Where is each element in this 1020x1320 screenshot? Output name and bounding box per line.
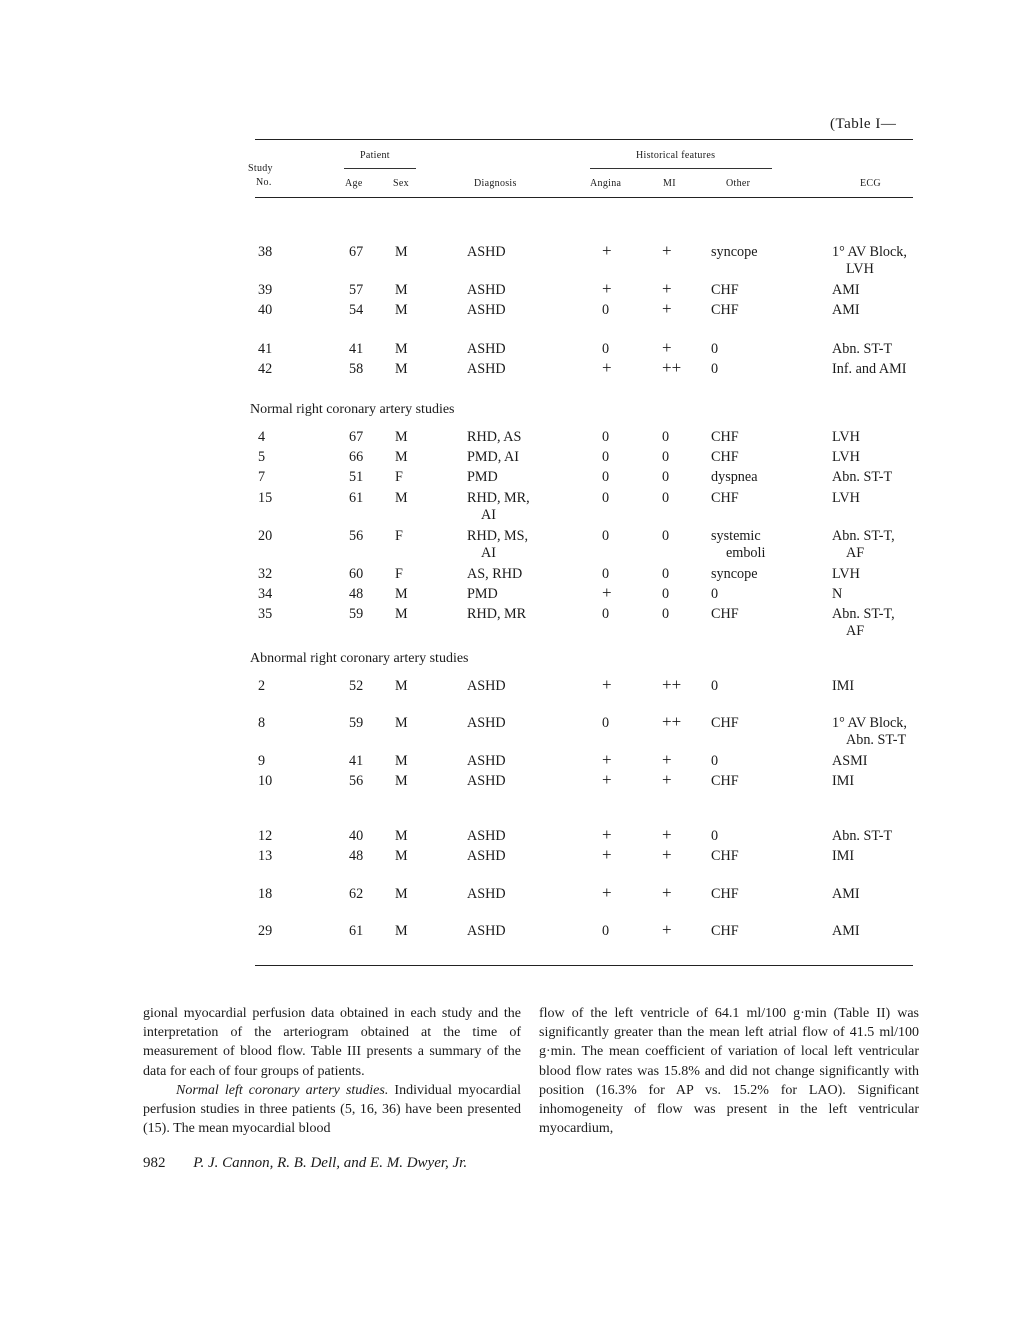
- cell-study-no: 9: [258, 753, 266, 769]
- cell-ecg: ASMI: [832, 753, 868, 769]
- cell-diagnosis: ASHD: [467, 341, 506, 357]
- cell-angina: +: [602, 279, 612, 298]
- cell-age: 58: [349, 361, 364, 377]
- page-footer: [143, 1155, 467, 1172]
- cell-diagnosis: PMD, AI: [467, 449, 520, 465]
- header-mi: MI: [663, 178, 676, 189]
- table-top-rule: [255, 139, 913, 140]
- cell-other: CHF: [711, 923, 739, 939]
- cell-mi: +: [662, 845, 672, 864]
- cell-study-no: 18: [258, 886, 273, 902]
- body-left-paragraph-1: gional myocardial perfusion data obtained in each study and the interpretation of the arteriogram obtained at the time of measurement of blood flow. Table III presents a summary of the data for each of four groups of patients.: [143, 1006, 521, 1079]
- cell-mi: ++: [662, 712, 682, 731]
- cell-diagnosis: ASHD: [467, 828, 506, 844]
- cell-study-no: 2: [258, 678, 266, 694]
- section-normal-right-coronary: Normal right coronary artery studies: [250, 402, 455, 417]
- cell-mi: +: [662, 338, 672, 357]
- cell-diagnosis: ASHD: [467, 753, 506, 769]
- body-left-column: [143, 1004, 521, 1138]
- cell-age: 54: [349, 302, 364, 318]
- cell-angina: 0: [602, 302, 610, 318]
- cell-diagnosis: ASHD: [467, 848, 506, 864]
- header-ecg: ECG: [860, 178, 881, 189]
- cell-ecg: LVH: [832, 449, 860, 465]
- cell-study-no: 40: [258, 302, 273, 318]
- cell-age: 61: [349, 490, 364, 506]
- cell-mi: +: [662, 241, 672, 260]
- cell-study-no: 20: [258, 528, 273, 544]
- cell-other: 0: [711, 828, 719, 844]
- cell-diagnosis: ASHD: [467, 678, 506, 694]
- cell-ecg: Abn. ST-T, AF: [832, 606, 895, 639]
- cell-sex: M: [395, 923, 408, 939]
- cell-angina: +: [602, 675, 612, 694]
- cell-other: 0: [711, 678, 719, 694]
- cell-sex: M: [395, 828, 408, 844]
- cell-angina: 0: [602, 566, 610, 582]
- cell-other: 0: [711, 586, 719, 602]
- cell-age: 52: [349, 678, 364, 694]
- cell-other: syncope: [711, 244, 758, 260]
- cell-ecg: AMI: [832, 282, 860, 298]
- cell-age: 60: [349, 566, 364, 582]
- cell-age: 56: [349, 773, 364, 789]
- cell-other: dyspnea: [711, 469, 758, 485]
- cell-diagnosis: ASHD: [467, 886, 506, 902]
- header-age: Age: [345, 178, 363, 189]
- cell-study-no: 12: [258, 828, 273, 844]
- cell-mi: +: [662, 750, 672, 769]
- cell-age: 41: [349, 341, 364, 357]
- cell-diagnosis: ASHD: [467, 282, 506, 298]
- cell-ecg: IMI: [832, 678, 855, 694]
- cell-ecg: LVH: [832, 490, 860, 506]
- cell-sex: F: [395, 566, 403, 582]
- cell-sex: M: [395, 886, 408, 902]
- page-number: 982: [143, 1155, 166, 1171]
- cell-angina: 0: [602, 490, 610, 506]
- cell-angina: 0: [602, 528, 610, 544]
- body-left-paragraph-2: Individual myocardial perfusion studies in three patients (5, 16, 36) have been presented (15). The mean myocardial blood: [143, 1082, 521, 1137]
- header-no: No.: [256, 177, 272, 188]
- cell-sex: M: [395, 715, 408, 731]
- cell-mi: 0: [662, 606, 670, 622]
- cell-diagnosis: RHD, MR: [467, 606, 527, 622]
- cell-ecg: Inf. and AMI: [832, 361, 907, 377]
- cell-sex: M: [395, 773, 408, 789]
- cell-sex: M: [395, 678, 408, 694]
- cell-angina: +: [602, 845, 612, 864]
- cell-age: 67: [349, 429, 364, 445]
- cell-diagnosis: AS, RHD: [467, 566, 523, 582]
- cell-angina: +: [602, 825, 612, 844]
- cell-diagnosis: PMD: [467, 586, 498, 602]
- header-other: Other: [726, 178, 751, 189]
- cell-ecg: 1° AV Block, LVH: [832, 244, 907, 277]
- cell-angina: 0: [602, 429, 610, 445]
- cell-age: 62: [349, 886, 364, 902]
- cell-angina: +: [602, 770, 612, 789]
- cell-angina: 0: [602, 449, 610, 465]
- cell-ecg: LVH: [832, 429, 860, 445]
- cell-other: CHF: [711, 606, 739, 622]
- cell-angina: +: [602, 883, 612, 902]
- cell-other: CHF: [711, 449, 739, 465]
- cell-angina: +: [602, 358, 612, 377]
- cell-study-no: 10: [258, 773, 273, 789]
- cell-study-no: 39: [258, 282, 273, 298]
- cell-mi: 0: [662, 449, 670, 465]
- header-diagnosis: Diagnosis: [474, 178, 517, 189]
- cell-other: 0: [711, 361, 719, 377]
- cell-other: CHF: [711, 282, 739, 298]
- header-historical: Historical features: [636, 150, 716, 161]
- cell-mi: +: [662, 825, 672, 844]
- cell-ecg: Abn. ST-T, AF: [832, 528, 895, 561]
- header-angina: Angina: [590, 178, 622, 189]
- historical-group-rule: [590, 168, 772, 169]
- cell-other: CHF: [711, 715, 739, 731]
- cell-sex: M: [395, 429, 408, 445]
- cell-angina: +: [602, 241, 612, 260]
- cell-ecg: AMI: [832, 923, 860, 939]
- cell-diagnosis: ASHD: [467, 773, 506, 789]
- cell-other: CHF: [711, 429, 739, 445]
- cell-study-no: 7: [258, 469, 266, 485]
- subsection-heading: Normal left coronary artery studies.: [176, 1082, 389, 1098]
- cell-angina: 0: [602, 469, 610, 485]
- body-right-column: [539, 1004, 919, 1138]
- table-bottom-rule: [255, 965, 913, 966]
- cell-age: 67: [349, 244, 364, 260]
- cell-study-no: 29: [258, 923, 273, 939]
- cell-sex: M: [395, 753, 408, 769]
- header-sex: Sex: [393, 178, 409, 189]
- cell-study-no: 15: [258, 490, 273, 506]
- cell-diagnosis: ASHD: [467, 302, 506, 318]
- cell-sex: M: [395, 302, 408, 318]
- cell-other: 0: [711, 341, 719, 357]
- cell-sex: M: [395, 361, 408, 377]
- cell-other: CHF: [711, 302, 739, 318]
- cell-age: 66: [349, 449, 364, 465]
- cell-sex: F: [395, 528, 403, 544]
- cell-ecg: IMI: [832, 848, 855, 864]
- cell-other: CHF: [711, 490, 739, 506]
- patient-group-rule: [344, 168, 416, 169]
- cell-mi: 0: [662, 429, 670, 445]
- cell-study-no: 32: [258, 566, 273, 582]
- cell-diagnosis: RHD, AS: [467, 429, 522, 445]
- cell-ecg: N: [832, 586, 843, 602]
- cell-diagnosis: ASHD: [467, 361, 506, 377]
- cell-mi: ++: [662, 675, 682, 694]
- cell-ecg: LVH: [832, 566, 860, 582]
- table-caption: (Table I—: [830, 116, 897, 132]
- cell-diagnosis: ASHD: [467, 244, 506, 260]
- cell-study-no: 42: [258, 361, 273, 377]
- cell-age: 57: [349, 282, 364, 298]
- cell-ecg: Abn. ST-T: [832, 341, 893, 357]
- header-study: Study: [248, 163, 273, 174]
- cell-study-no: 41: [258, 341, 273, 357]
- cell-mi: +: [662, 279, 672, 298]
- cell-age: 59: [349, 715, 364, 731]
- cell-other: 0: [711, 753, 719, 769]
- cell-sex: F: [395, 469, 403, 485]
- cell-age: 48: [349, 586, 364, 602]
- cell-sex: M: [395, 244, 408, 260]
- cell-age: 51: [349, 469, 364, 485]
- cell-ecg: Abn. ST-T: [832, 469, 893, 485]
- cell-diagnosis: PMD: [467, 469, 498, 485]
- cell-mi: 0: [662, 586, 670, 602]
- cell-other: systemic emboli: [711, 528, 766, 561]
- cell-study-no: 38: [258, 244, 273, 260]
- cell-ecg: 1° AV Block, Abn. ST-T: [832, 715, 907, 748]
- cell-mi: 0: [662, 469, 670, 485]
- cell-mi: +: [662, 770, 672, 789]
- cell-ecg: Abn. ST-T: [832, 828, 893, 844]
- cell-sex: M: [395, 490, 408, 506]
- cell-age: 61: [349, 923, 364, 939]
- cell-sex: M: [395, 282, 408, 298]
- cell-age: 59: [349, 606, 364, 622]
- cell-study-no: 4: [258, 429, 266, 445]
- cell-mi: +: [662, 299, 672, 318]
- cell-angina: 0: [602, 715, 610, 731]
- cell-mi: +: [662, 920, 672, 939]
- cell-study-no: 34: [258, 586, 273, 602]
- cell-sex: M: [395, 848, 408, 864]
- cell-study-no: 35: [258, 606, 273, 622]
- cell-study-no: 5: [258, 449, 266, 465]
- cell-diagnosis: ASHD: [467, 923, 506, 939]
- section-abnormal-right-coronary: Abnormal right coronary artery studies: [250, 651, 469, 666]
- cell-mi: 0: [662, 528, 670, 544]
- cell-age: 56: [349, 528, 364, 544]
- table-header-rule: [255, 197, 913, 198]
- cell-diagnosis: RHD, MR, AI: [467, 490, 530, 523]
- cell-sex: M: [395, 341, 408, 357]
- cell-other: CHF: [711, 773, 739, 789]
- cell-ecg: IMI: [832, 773, 855, 789]
- cell-diagnosis: ASHD: [467, 715, 506, 731]
- cell-angina: +: [602, 583, 612, 602]
- body-right-paragraph: flow of the left ventricle of 64.1 ml/100 g·min (Table II) was significantly greater than the mean left atrial flow of 41.5 ml/100 g·min. The mean coefficient of variation of local left ventricular blood flow rates was 15.8% and did not change significantly with position (16.3% for AP vs. 15.2% for LAO). Significant inhomogeneity of flow was present in the left ventricular myocardium,: [539, 1006, 919, 1137]
- cell-study-no: 8: [258, 715, 266, 731]
- cell-mi: +: [662, 883, 672, 902]
- cell-angina: 0: [602, 923, 610, 939]
- cell-sex: M: [395, 586, 408, 602]
- cell-angina: 0: [602, 606, 610, 622]
- cell-mi: 0: [662, 566, 670, 582]
- cell-angina: 0: [602, 341, 610, 357]
- cell-sex: M: [395, 449, 408, 465]
- cell-age: 40: [349, 828, 364, 844]
- running-authors: P. J. Cannon, R. B. Dell, and E. M. Dwyer, Jr.: [193, 1155, 468, 1171]
- cell-sex: M: [395, 606, 408, 622]
- cell-mi: 0: [662, 490, 670, 506]
- cell-ecg: AMI: [832, 886, 860, 902]
- cell-ecg: AMI: [832, 302, 860, 318]
- cell-other: CHF: [711, 848, 739, 864]
- cell-study-no: 13: [258, 848, 273, 864]
- cell-age: 41: [349, 753, 364, 769]
- cell-diagnosis: RHD, MS, AI: [467, 528, 529, 561]
- cell-other: CHF: [711, 886, 739, 902]
- cell-angina: +: [602, 750, 612, 769]
- cell-mi: ++: [662, 358, 682, 377]
- cell-other: syncope: [711, 566, 758, 582]
- cell-age: 48: [349, 848, 364, 864]
- header-patient: Patient: [360, 150, 390, 161]
